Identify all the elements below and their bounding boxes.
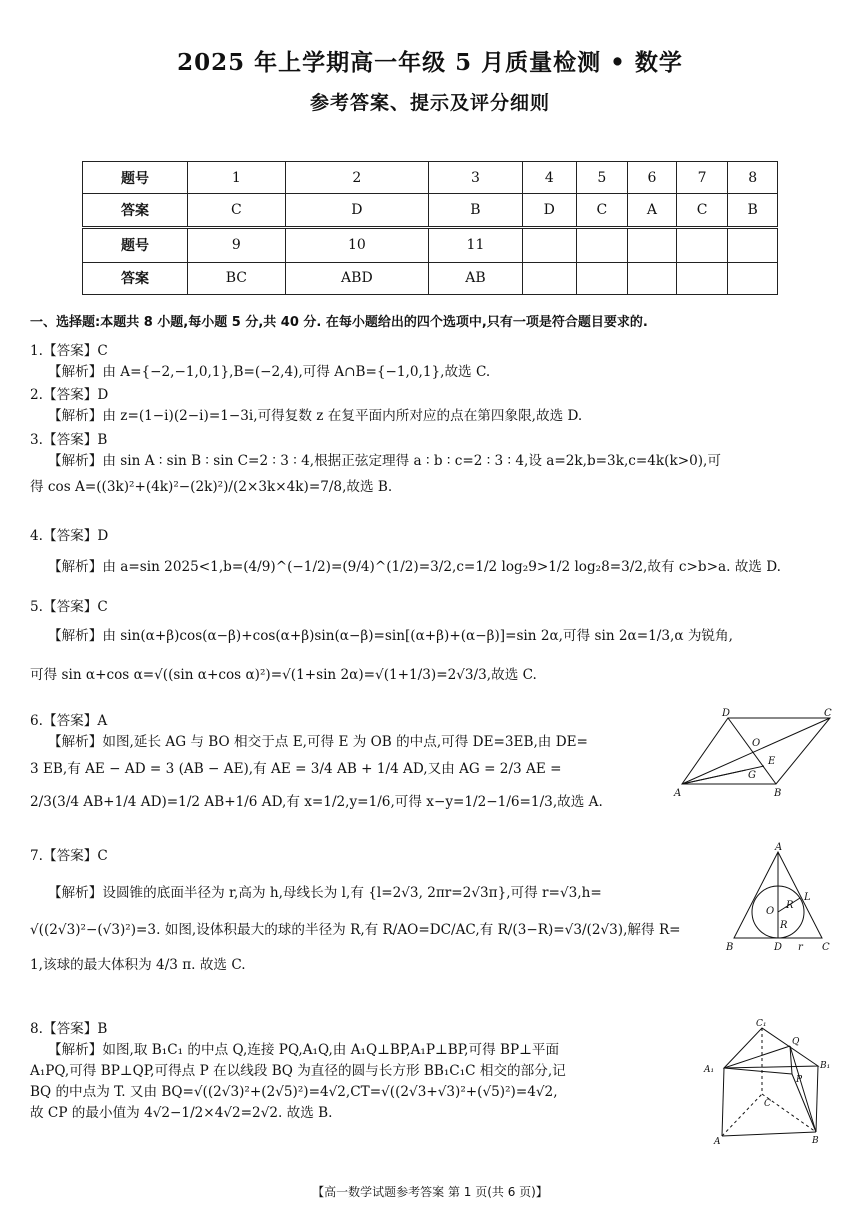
table-cell: [728, 262, 778, 295]
table-cell: [628, 228, 677, 262]
table-cell: A: [628, 194, 677, 228]
table-cell: BC: [188, 262, 286, 295]
label-l: L: [804, 892, 811, 903]
question-4: [30, 525, 830, 578]
diagonal-ac: [682, 718, 830, 784]
table-cell: 6: [628, 162, 677, 194]
explanation-line: 【解析】由 sin(α+β)cos(α−β)+cos(α+β)sin(α−β)=sin[(α+β)+(α−β)]=sin 2α,可得 sin 2α=1/3,α 为锐角,: [48, 628, 733, 644]
explanation-line: √((2√3)²−(√3)²)=3. 如图,设体积最大的球的半径为 R,有 R/AO=DC/AC,有 R/(3−R)=√3/(2√3),解得 R=: [30, 922, 681, 938]
table-cell: 7: [676, 162, 727, 194]
explanation-line: 【解析】如图,延长 AG 与 BO 相交于点 E,可得 E 为 OB 的中点,可得 DE=3EB,由 DE=: [48, 734, 588, 750]
answer-line: 2.【答案】D: [30, 387, 109, 403]
segment-qb: [790, 1046, 816, 1132]
answer-line: 7.【答案】C: [30, 848, 108, 864]
edge-aa1: [722, 1068, 724, 1136]
table-cell: C: [188, 194, 286, 228]
table-cell: [676, 228, 727, 262]
page-title: 2025 年上学期高一年级 5 月质量检测 • 数学: [177, 49, 683, 76]
solutions: [30, 312, 830, 335]
label-d: D: [722, 708, 731, 719]
row-label: 题号: [83, 228, 188, 262]
label-c1: C₁: [756, 1019, 767, 1029]
table-cell: 1: [188, 162, 286, 194]
label-b: B: [812, 1136, 819, 1146]
answer-line: 3.【答案】B: [30, 432, 108, 448]
section-heading: 一、选择题:本题共 8 小题,每小题 5 分,共 40 分. 在每小题给出的四个选项中,只有一项是符合题目要求的.: [30, 315, 648, 330]
answer-line: 5.【答案】C: [30, 599, 108, 615]
table-cell: 4: [522, 162, 576, 194]
segment-a1p: [724, 1068, 792, 1074]
table-cell: ABD: [285, 262, 428, 295]
table-cell: AB: [428, 262, 522, 295]
question-5: [30, 596, 830, 686]
label-e: E: [768, 756, 776, 767]
table-cell: 5: [576, 162, 627, 194]
table-cell: [576, 262, 627, 295]
table-cell: [676, 262, 727, 295]
answer-line: 1.【答案】C: [30, 343, 108, 359]
table-cell: B: [728, 194, 778, 228]
label-g: G: [748, 770, 756, 781]
table-cell: 9: [188, 228, 286, 262]
page-subtitle: 参考答案、提示及评分细则: [309, 92, 550, 114]
table-cell: [576, 228, 627, 262]
cone-figure: [722, 842, 838, 954]
table-row: [83, 262, 778, 295]
question-1: [30, 340, 820, 383]
question-2: [30, 384, 820, 427]
table-cell: C: [676, 194, 727, 228]
explanation-line: 2/3(3/4 AB+1/4 AD)=1/2 AB+1/6 AD,有 x=1/2,y=1/6,可得 x−y=1/2−1/6=1/3,故选 A.: [30, 794, 603, 810]
label-a: A: [674, 788, 682, 798]
page-footer: 【高一数学试题参考答案 第 1 页(共 6 页)】: [312, 1185, 548, 1199]
explanation-line: 【解析】由 z=(1−i)(2−i)=1−3i,可得复数 z 在复平面内所对应的点在第四象限,故选 D.: [48, 408, 583, 424]
row-label: 答案: [83, 194, 188, 228]
answer-line: 8.【答案】B: [30, 1021, 108, 1037]
row-label: 答案: [83, 262, 188, 295]
explanation-line: 【解析】设圆锥的底面半径为 r,高为 h,母线长为 l,有 {l=2√3, 2πr=2√3π},可得 r=√3,h=: [48, 885, 602, 901]
label-b: B: [774, 788, 782, 798]
explanation-line: 3 EB,有 AE − AD = 3 (AB − AE),有 AE = 3/4 AB + 1/4 AD,又由 AG = 2/3 AE =: [30, 761, 562, 777]
edge-ab: [722, 1132, 816, 1136]
question-8: [30, 1018, 698, 1124]
explanation-line: 1,该球的最大体积为 4/3 π. 故选 C.: [30, 957, 246, 973]
explanation-line: BQ 的中点为 T. 又由 BQ=√((2√3)²+(2√5)²)=4√2,CT=√((2√3+√3)²+(√5)²)=4√2,: [30, 1084, 558, 1100]
label-a: A: [714, 1137, 721, 1146]
table-cell: B: [428, 194, 522, 228]
label-o: O: [752, 738, 761, 749]
prism-figure: [700, 1016, 836, 1146]
table-row: [83, 162, 778, 194]
label-q: Q: [792, 1037, 800, 1047]
table-cell: [522, 228, 576, 262]
answer-line: 6.【答案】A: [30, 713, 108, 729]
label-c: C: [764, 1099, 771, 1109]
label-b1: B₁: [820, 1061, 831, 1071]
label-a: A: [775, 842, 783, 853]
label-a1: A₁: [704, 1065, 715, 1075]
table-cell: 2: [285, 162, 428, 194]
table-cell: [628, 262, 677, 295]
explanation-line: 【解析】由 A={−2,−1,0,1},B=(−2,4),可得 A∩B={−1,0,1},故选 C.: [48, 364, 491, 380]
table-cell: 11: [428, 228, 522, 262]
answer-table: [82, 161, 778, 295]
table-cell: C: [576, 194, 627, 228]
parallelogram-figure: [672, 708, 840, 798]
explanation-line: 可得 sin α+cos α=√((sin α+cos α)²)=√(1+sin 2α)=√(1+1/3)=2√3/3,故选 C.: [30, 667, 537, 683]
edge-bb1: [816, 1066, 818, 1132]
explanation-line: A₁PQ,可得 BP⊥QP,可得点 P 在以线段 BQ 为直径的圆与长方形 BB₁C₁C 相交的部分,记: [30, 1063, 566, 1079]
explanation-line: 得 cos A=((3k)²+(4k)²−(2k)²)/(2×3k×4k)=7/8,故选 B.: [30, 479, 393, 495]
question-3: [30, 429, 830, 502]
label-p: P: [796, 1075, 803, 1085]
question-7: [30, 845, 720, 976]
top-face: [724, 1028, 818, 1068]
table-cell: 8: [728, 162, 778, 194]
table-cell: D: [285, 194, 428, 228]
table-cell: D: [522, 194, 576, 228]
label-r2: R: [780, 920, 788, 931]
table-cell: 3: [428, 162, 522, 194]
explanation-line: 【解析】由 sin A ∶ sin B ∶ sin C=2 ∶ 3 ∶ 4,根据正弦定理得 a ∶ b ∶ c=2 ∶ 3 ∶ 4,设 a=2k,b=3k,c=4k(k>0),可: [48, 453, 721, 469]
label-r: R: [786, 900, 794, 911]
table-cell: [728, 228, 778, 262]
table-cell: 10: [285, 228, 428, 262]
label-o: O: [766, 906, 775, 917]
label-c: C: [824, 708, 832, 719]
table-row: [83, 228, 778, 262]
question-6: [30, 710, 675, 813]
segment-ag: [682, 770, 746, 784]
label-b: B: [726, 942, 734, 953]
label-d: D: [774, 942, 783, 953]
row-label: 题号: [83, 162, 188, 194]
table-row: [83, 194, 778, 228]
answer-line: 4.【答案】D: [30, 528, 109, 544]
explanation-line: 【解析】由 a=sin 2025<1,b=(4/9)^(−1/2)=(9/4)^(1/2)=3/2,c=1/2 log₂9>1/2 log₂8=3/2,故有 c>b>a. 故选 D.: [48, 559, 781, 575]
table-cell: [522, 262, 576, 295]
explanation-line: 【解析】如图,取 B₁C₁ 的中点 Q,连接 PQ,A₁Q,由 A₁Q⊥BP,A₁P⊥BP,可得 BP⊥平面: [48, 1042, 560, 1058]
label-c: C: [822, 942, 830, 953]
explanation-line: 故 CP 的最小值为 4√2−1/2×4√2=2√2. 故选 B.: [30, 1105, 333, 1121]
label-r-base: r: [798, 942, 803, 953]
edge-ac: [722, 1094, 762, 1136]
